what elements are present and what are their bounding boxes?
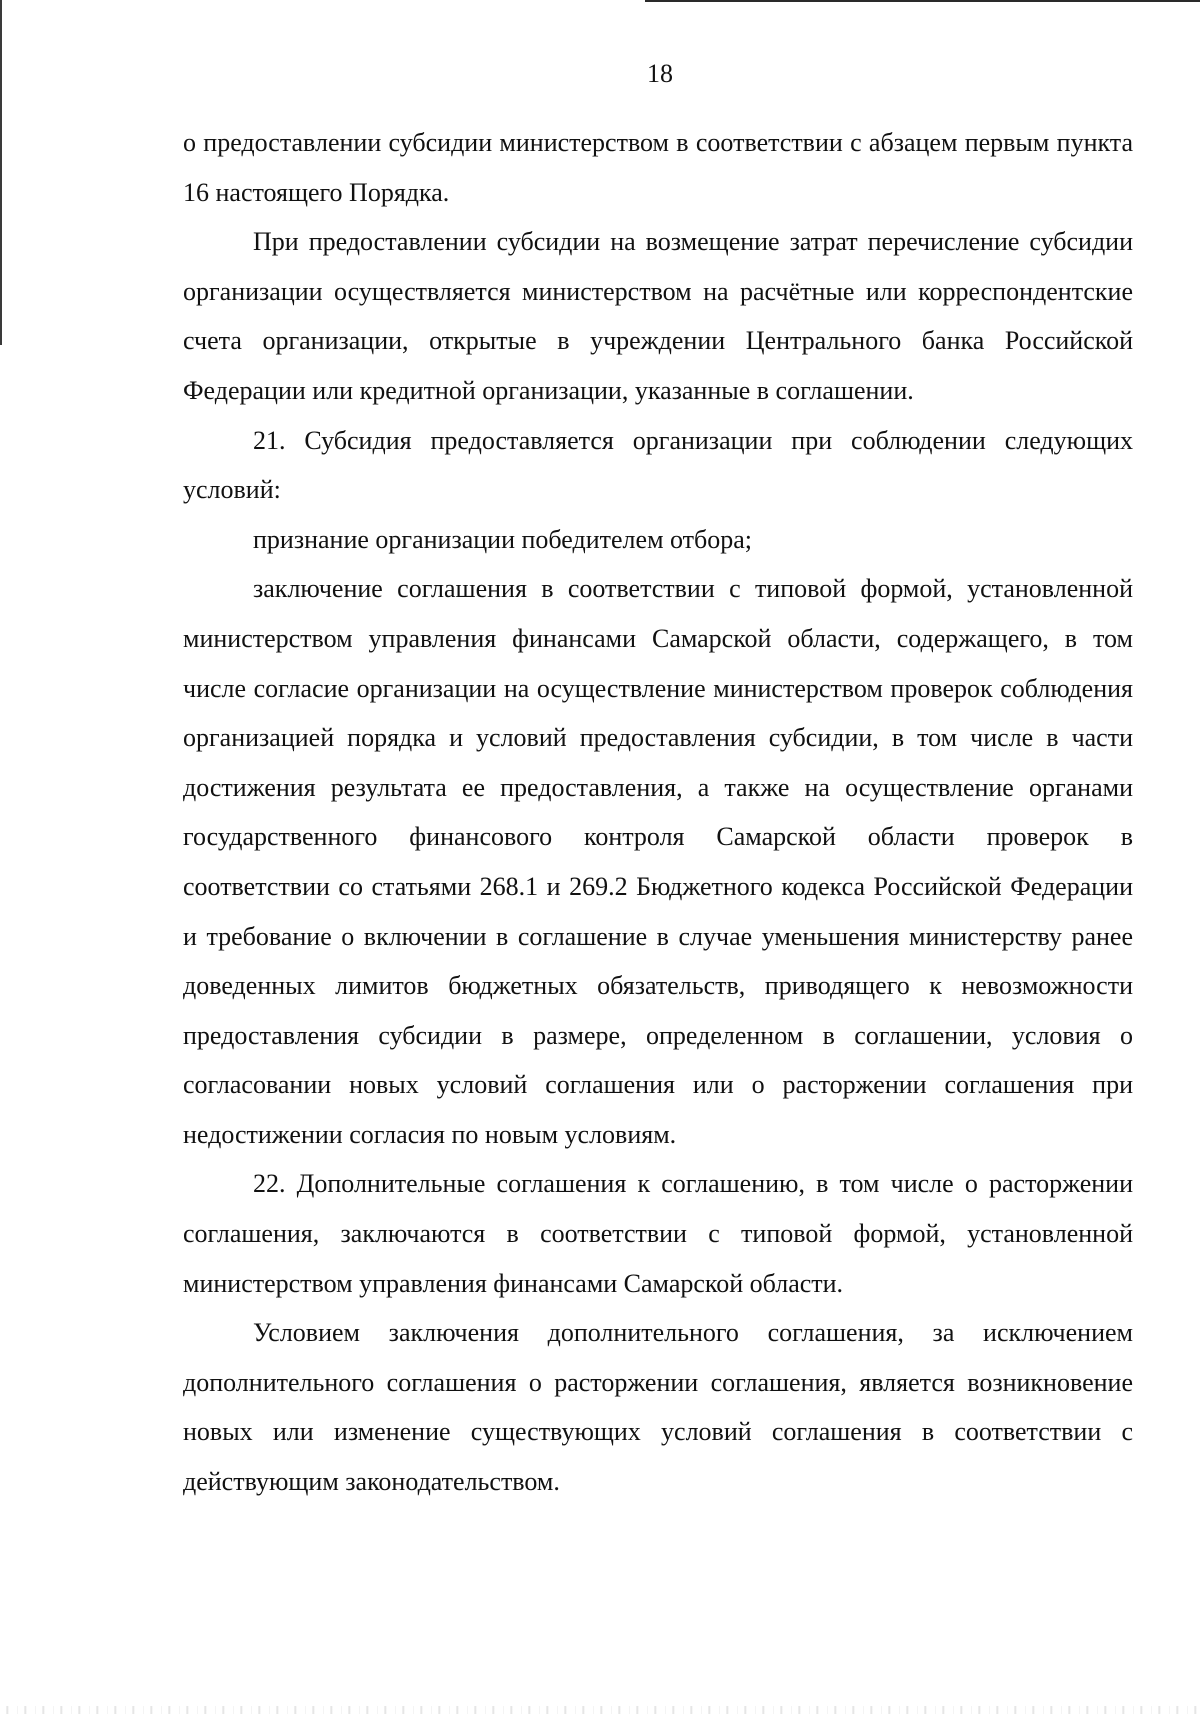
paragraph-condition-agreement: заключение соглашения в соответствии с типовой формой, установленной министерством управления финансами Самарской области, содержащего, в том числе согласие организации на осуществление министерством проверок соблюдения организацией порядка и условий предоставления субсидии, в том числе в части достижения результата ее предоставления, а также на осуществление органами государственного финансового контроля Самарской области проверок в соответствии со статьями 268.1 и 269.2 Бюджетного кодекса Российской Федерации и требование о включении в соглашение в случае уменьшения министерству ранее доведенных лимитов бюджетных обязательств, приводящего к невозможности предоставления субсидии в размере, определенном в соглашении, условия о согласовании новых условий соглашения или о расторжении соглашения при недостижении согласия по новым условиям. [183, 574, 1133, 1149]
paragraph-continuation: о предоставлении субсидии министерством в соответствии с абзацем первым пункта 16 настоящего Порядка. [183, 128, 1133, 207]
document-body [183, 118, 1133, 1507]
left-edge-line [0, 0, 2, 345]
paragraph-clause-22: 22. Дополнительные соглашения к соглашению, в том числе о расторжении соглашения, заключаются в соответствии с типовой формой, установленной министерством управления финансами Самарской области. [183, 1169, 1133, 1298]
paragraph-transfer: При предоставлении субсидии на возмещение затрат перечисление субсидии организации осуществляется министерством на расчётные или корреспондентские счета организации, открытые в учреждении Центрального банка Российской Федерации или кредитной организации, указанные в соглашении. [183, 227, 1133, 405]
scan-edge-noise [0, 1706, 1200, 1714]
paragraph-condition-winner: признание организации победителем отбора; [253, 524, 753, 554]
paragraph-clause-21: 21. Субсидия предоставляется организации при соблюдении следующих условий: [183, 425, 1133, 505]
page-number: 18 [647, 59, 673, 88]
paragraph-additional-agreement: Условием заключения дополнительного соглашения, за исключением дополнительного соглашения о расторжении соглашения, является возникновение новых или изменение существующих условий соглашения в соответствии с действующим законодательством. [183, 1318, 1133, 1497]
top-edge-line [645, 0, 1200, 2]
